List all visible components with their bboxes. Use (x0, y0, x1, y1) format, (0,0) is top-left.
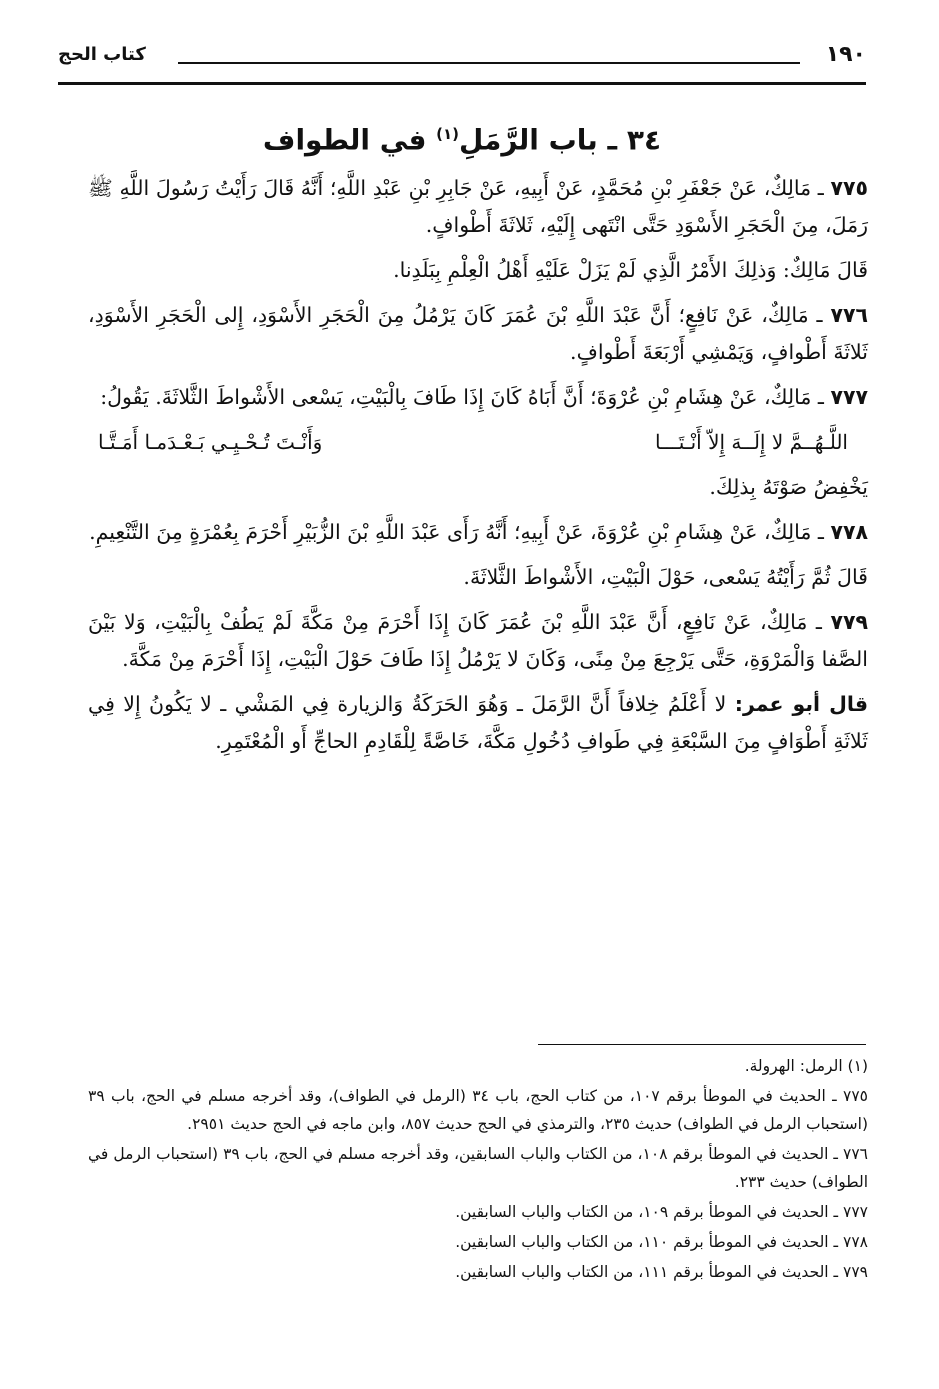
hadith-text: ـ مَالِكٌ، عَنْ هِشَامِ بْنِ عُرْوَةَ، عَنْ أَبِيهِ؛ أَنَّهُ رَأَى عَبْدَ اللَّهِ بْنَ الزُّبَيْرِ أَحْرَمَ بِعُمْرَةٍ مِنَ التَّنْعِيمِ. (89, 520, 824, 544)
footnote-778: ٧٧٨ ـ الحديث في الموطأ برقم ١١٠، من الكتاب والباب السابقين. (455, 1233, 868, 1251)
chapter-heading (58, 110, 866, 164)
hadith-text: ـ مَالِكٌ، عَنْ نَافِعٍ، أَنَّ عَبْدَ اللَّهِ بْنَ عُمَرَ كَانَ إِذَا أَحْرَمَ مِنْ مَكَّةَ لَمْ يَطُفْ بِالْبَيْتِ، وَلا بَيْنَ الصَّفا وَالْمَرْوَةِ، حَتَّى يَرْجِعَ مِنْ مِنًى، وَكَانَ لا يَرْمُلُ إِذَا طَافَ حَوْلَ الْبَيْتِ، إِذَا أَحْرَمَ مِنْ مَكَّةَ. (88, 610, 868, 671)
hadith-number: ٧٧٥ (830, 176, 868, 200)
commentary-text: لا أَعْلَمُ خِلافاً أَنَّ الرَّمَلَ ـ وَهُوَ الحَرَكَةُ وَالزيارة فِي المَشْي ـ لا يَكُونُ إِلا فِي ثَلاثَةِ أَطْوَافٍ مِنَ السَّبْعَةِ فِي طَوافِ دُخُولِ مَكَّةَ، خَاصَّةً لِلْقَادِمِ الحاجِّ أَو الْمُعْتَمِرِ. (88, 692, 868, 753)
footnote-1: (١) الرمل: الهرولة. (744, 1057, 868, 1075)
hadith-779 (88, 604, 868, 678)
chapter-title-end: في الطواف (262, 123, 427, 157)
hadith-number: ٧٧٦ (830, 303, 868, 327)
commentary-lead: قال أبو عمر: (734, 692, 868, 716)
hadith-number: ٧٧٨ (830, 520, 868, 544)
hadith-777 (88, 379, 868, 416)
footnote-775: ٧٧٥ ـ الحديث في الموطأ برقم ١٠٧، من كتاب الحج، باب ٣٤ (الرمل في الطواف)، وقد أخرجه مسلم في الحج، باب ٣٩ (استحباب الرمل في الطواف) حديث ٢٣٥، والترمذي في الحج حديث ٨٥٧، وابن ماجه في الحج حديث ٢٩٥١. (88, 1087, 869, 1133)
main-text (88, 170, 868, 768)
footnote-776: ٧٧٦ ـ الحديث في الموطأ برقم ١٠٨، من الكتاب والباب السابقين، وقد أخرجه مسلم في الحج، باب ٣٩ (استحباب الرمل في الطواف) حديث ٢٣٣. (88, 1145, 868, 1191)
hadith-778-comment: قَالَ ثُمَّ رَأَيْتُهُ يَسْعى، حَوْلَ الْبَيْتِ، الأَشْواطَ الثَّلاثَةَ. (463, 565, 868, 589)
hadith-776 (88, 297, 868, 371)
footnote-777: ٧٧٧ ـ الحديث في الموطأ برقم ١٠٩، من الكتاب والباب السابقين. (455, 1203, 868, 1221)
page-number: ١٩٠ (825, 42, 866, 67)
hadith-text: ـ مَالِكٌ، عَنْ نَافِعٍ؛ أَنَّ عَبْدَ اللَّهِ بْنَ عُمَرَ كَانَ يَرْمُلُ مِنَ الْحَجَرِ الأَسْوَدِ، إِلى الْحَجَرِ الأَسْوَدِ، ثَلاثَةَ أَطْوافٍ، وَيَمْشِي أَرْبَعَةَ أَطْوافٍ. (88, 303, 868, 364)
chapter-title-main: ٣٤ ـ باب الرَّمَلِ (459, 123, 662, 157)
hadith-number: ٧٧٩ (830, 610, 868, 634)
hadith-text: ـ مَالِكٌ، عَنْ جَعْفَرِ بْنِ مُحَمَّدٍ، عَنْ أَبِيهِ، عَنْ جَابِرِ بْنِ عَبْدِ اللَّهِ؛ أَنَّهُ قَالَ رَأَيْتُ رَسُولَ اللَّهِ ﷺ رَمَلَ، مِنَ الْحَجَرِ الأَسْوَدِ حَتَّى انْتَهى إِلَيْهِ، ثَلاثَةَ أَطْوافٍ. (88, 176, 868, 237)
footnotes (88, 1052, 868, 1288)
hadith-text: ـ مَالِكٌ، عَنْ هِشَامِ بْنِ عُرْوَةَ؛ أَنَّ أَبَاهُ كَانَ إِذَا طَافَ بِالْبَيْتِ، يَسْعى الأَشْواطَ الثَّلاثَةَ. يَقُولُ: (100, 385, 824, 409)
header-rule-thick (58, 82, 866, 85)
hadith-number: ٧٧٧ (830, 385, 868, 409)
abu-umar-commentary (88, 686, 868, 760)
footnote-779: ٧٧٩ ـ الحديث في الموطأ برقم ١١١، من الكتاب والباب السابقين. (455, 1263, 868, 1281)
verse-hemistich-right: اللَّـهُــمَّ لا إِلَــهَ إِلاّ أَنْـتَـــا (655, 430, 848, 454)
book-title: كتاب الحج (58, 44, 146, 65)
verse-note: يَخْفِضُ صَوْتَهُ بِذلِكَ. (709, 475, 868, 499)
hadith-775 (88, 170, 868, 244)
header-rule (178, 62, 800, 64)
chapter-footnote-marker: (١) (436, 125, 460, 143)
malik-comment: قَالَ مَالِكٌ: وَذلِكَ الأَمْرُ الَّذِي لَمْ يَزَلْ عَلَيْهِ أَهْلُ الْعِلْمِ بِبَلَدِنا. (393, 258, 868, 282)
verse-hemistich-left: وَأَنْـتَ تُـحْـيِـي بَـعْـدَمـا أَمَـتَّـا (98, 430, 323, 454)
footnote-rule (538, 1044, 866, 1045)
hadith-778 (88, 514, 868, 551)
poetry-verse (88, 424, 868, 461)
